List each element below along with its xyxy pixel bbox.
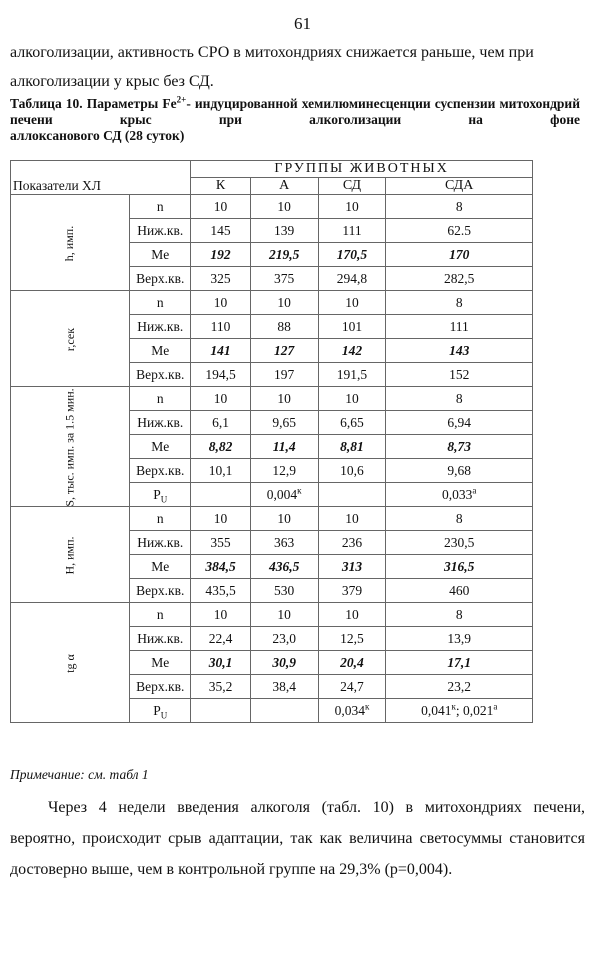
value-cell: 8 (386, 387, 533, 411)
intro-line: алкоголизации у крыс без СД. (10, 73, 214, 90)
row-label (130, 579, 191, 603)
value-cell: $0,034^к$ (318, 699, 386, 723)
value-cell: 9,68 (386, 459, 533, 483)
value-cell: 375 (250, 267, 318, 291)
row-label-text: Ниж.кв. (137, 414, 184, 430)
section-label-cell (11, 387, 130, 507)
row-label (130, 315, 191, 339)
value-cell: 219,5 (250, 243, 318, 267)
row-label-text: Me (151, 558, 170, 574)
section-label-cell (11, 195, 130, 291)
value-cell: 325 (191, 267, 251, 291)
row-label (130, 411, 191, 435)
value-cell: 355 (191, 531, 251, 555)
value-cell: 143 (386, 339, 533, 363)
row-label (130, 651, 191, 675)
section-label: S, тыс. имп. за 1.5 мин. (62, 387, 77, 507)
value-cell: $0,041^к$; $0,021^а$ (386, 699, 533, 723)
row-label-text: n (156, 294, 164, 310)
value-cell: 460 (386, 579, 533, 603)
value-cell: 10 (191, 507, 251, 531)
row-label (130, 627, 191, 651)
value-cell: 127 (250, 339, 318, 363)
row-label (130, 483, 191, 507)
row-header-cell: Показатели ХЛ (11, 161, 191, 195)
row-label-text: P (153, 486, 161, 502)
value-cell: 363 (250, 531, 318, 555)
row-label (130, 219, 191, 243)
value-cell: 191,5 (318, 363, 386, 387)
table-note: Примечание: см. табл 1 (10, 767, 149, 782)
value-cell: 10 (318, 291, 386, 315)
value-cell: 30,1 (191, 651, 251, 675)
value-cell: 197 (250, 363, 318, 387)
table-row (11, 387, 533, 411)
value-cell: 23,2 (386, 675, 533, 699)
row-label-sub: U (160, 494, 168, 505)
value-cell: 8 (386, 291, 533, 315)
value-cell: 230,5 (386, 531, 533, 555)
row-label-text: Верх.кв. (136, 678, 185, 694)
caption-sup: 2+ (176, 94, 187, 105)
row-label (130, 267, 191, 291)
value-cell: 23,0 (250, 627, 318, 651)
value-cell: 101 (318, 315, 386, 339)
value-cell: 6,65 (318, 411, 386, 435)
value-cell: 379 (318, 579, 386, 603)
value-cell: 6,94 (386, 411, 533, 435)
row-label-text: Ниж.кв. (137, 534, 184, 550)
value-cell: 12,5 (318, 627, 386, 651)
section-label-cell (11, 603, 130, 723)
body-paragraph (10, 792, 585, 885)
value-cell: 142 (318, 339, 386, 363)
row-label-text: Верх.кв. (136, 462, 185, 478)
value-cell: 192 (191, 243, 251, 267)
value-cell: 8 (386, 507, 533, 531)
value-cell: 111 (386, 315, 533, 339)
value-cell: 9,65 (250, 411, 318, 435)
table-caption (10, 96, 580, 144)
value-cell: 10 (250, 603, 318, 627)
row-label (130, 603, 191, 627)
table-row (11, 291, 533, 315)
row-label-text: n (156, 390, 164, 406)
value-cell: 316,5 (386, 555, 533, 579)
row-label (130, 675, 191, 699)
value-cell: 22,4 (191, 627, 251, 651)
value-cell: 10,1 (191, 459, 251, 483)
row-label (130, 363, 191, 387)
section-label-cell (11, 291, 130, 387)
row-label (130, 339, 191, 363)
value-cell: 10 (318, 195, 386, 219)
row-label-text: Ниж.кв. (137, 630, 184, 646)
row-label-text: Верх.кв. (136, 270, 185, 286)
value-cell: $0,033^а$ (386, 483, 533, 507)
value-cell: 10 (250, 291, 318, 315)
value-cell: 530 (250, 579, 318, 603)
value-cell: 141 (191, 339, 251, 363)
value-cell: 38,4 (250, 675, 318, 699)
section-label-cell (11, 507, 130, 603)
value-cell (191, 483, 251, 507)
value-cell: 10 (318, 387, 386, 411)
table-row (11, 195, 533, 219)
caption-line3: аллоксанового СД (28 суток) (10, 128, 185, 143)
value-cell: 10 (191, 603, 251, 627)
value-cell: 10,6 (318, 459, 386, 483)
row-label (130, 243, 191, 267)
value-cell: 384,5 (191, 555, 251, 579)
value-cell: 11,4 (250, 435, 318, 459)
row-label (130, 459, 191, 483)
value-cell: 194,5 (191, 363, 251, 387)
value-cell: 10 (318, 603, 386, 627)
row-label-text: Верх.кв. (136, 366, 185, 382)
value-cell: 313 (318, 555, 386, 579)
value-cell (250, 699, 318, 723)
page-number: 61 (294, 14, 311, 33)
row-label-text: Верх.кв. (136, 582, 185, 598)
groups-header: ГРУППЫ ЖИВОТНЫХ (191, 161, 533, 178)
value-cell: 6,1 (191, 411, 251, 435)
row-label-text: Me (151, 438, 170, 454)
value-cell: 282,5 (386, 267, 533, 291)
value-cell (191, 699, 251, 723)
row-label-text: P (153, 702, 161, 718)
value-cell: 17,1 (386, 651, 533, 675)
row-label-text: Ниж.кв. (137, 222, 184, 238)
value-cell: 10 (191, 291, 251, 315)
value-cell: $0,004^к$ (250, 483, 318, 507)
row-label-text: n (156, 606, 164, 622)
row-label-text: Ниж.кв. (137, 318, 184, 334)
value-cell: 8,73 (386, 435, 533, 459)
value-cell: 10 (250, 507, 318, 531)
value-cell: 111 (318, 219, 386, 243)
value-cell: 12,9 (250, 459, 318, 483)
value-cell: 110 (191, 315, 251, 339)
caption-part2: - индуцированной хемилюминесценции суспензии митохондрий печени крыс при алкоголизации на фоне (10, 96, 580, 127)
value-cell: 10 (318, 507, 386, 531)
value-cell: 88 (250, 315, 318, 339)
value-cell: 8,82 (191, 435, 251, 459)
value-cell: 30,9 (250, 651, 318, 675)
value-cell: 145 (191, 219, 251, 243)
value-cell: 35,2 (191, 675, 251, 699)
column-header: К (191, 178, 251, 195)
section-label: H, имп. (62, 535, 77, 575)
row-label-text: Me (151, 246, 170, 262)
row-label (130, 699, 191, 723)
row-label (130, 435, 191, 459)
value-cell: 10 (191, 387, 251, 411)
section-label: r,сек (62, 327, 77, 351)
section-label: h, имп. (62, 225, 77, 261)
row-label-text: n (156, 510, 164, 526)
column-header: А (250, 178, 318, 195)
table-row (11, 507, 533, 531)
section-label: tg α (62, 653, 77, 673)
value-cell: 436,5 (250, 555, 318, 579)
row-label (130, 507, 191, 531)
value-cell: 170,5 (318, 243, 386, 267)
intro-text (10, 38, 580, 96)
value-cell: 13,9 (386, 627, 533, 651)
intro-line: алкоголизации, активность СРО в митохондриях снижается раньше, чем при (10, 44, 534, 61)
value-cell: 24,7 (318, 675, 386, 699)
value-cell: 236 (318, 531, 386, 555)
row-label-text: Me (151, 342, 170, 358)
value-cell: 10 (250, 387, 318, 411)
value-cell (318, 483, 386, 507)
row-label-sub: U (160, 710, 168, 721)
value-cell: 8,81 (318, 435, 386, 459)
value-cell: 170 (386, 243, 533, 267)
value-cell: 62.5 (386, 219, 533, 243)
value-cell: 294,8 (318, 267, 386, 291)
row-label (130, 291, 191, 315)
row-label (130, 555, 191, 579)
value-cell: 10 (191, 195, 251, 219)
value-cell: 435,5 (191, 579, 251, 603)
row-label (130, 531, 191, 555)
value-cell: 20,4 (318, 651, 386, 675)
row-label (130, 195, 191, 219)
row-label-text: Me (151, 654, 170, 670)
paragraph-text: Через 4 недели введения алкоголя (табл. 10) в митохондриях печени, вероятно, происходит срыв адаптации, так как величина светосуммы становится достоверно выше, чем в контрольной группе на 29,3% (p=0,004). (10, 799, 585, 878)
data-table (10, 160, 533, 723)
value-cell: 8 (386, 195, 533, 219)
column-header: СДА (386, 178, 533, 195)
value-cell: 152 (386, 363, 533, 387)
value-cell: 139 (250, 219, 318, 243)
value-cell: 10 (250, 195, 318, 219)
value-cell: 8 (386, 603, 533, 627)
caption-part1: Таблица 10. Параметры Fe (10, 96, 177, 111)
row-label-text: n (156, 198, 164, 214)
column-header: СД (318, 178, 386, 195)
row-label (130, 387, 191, 411)
table-row (11, 603, 533, 627)
